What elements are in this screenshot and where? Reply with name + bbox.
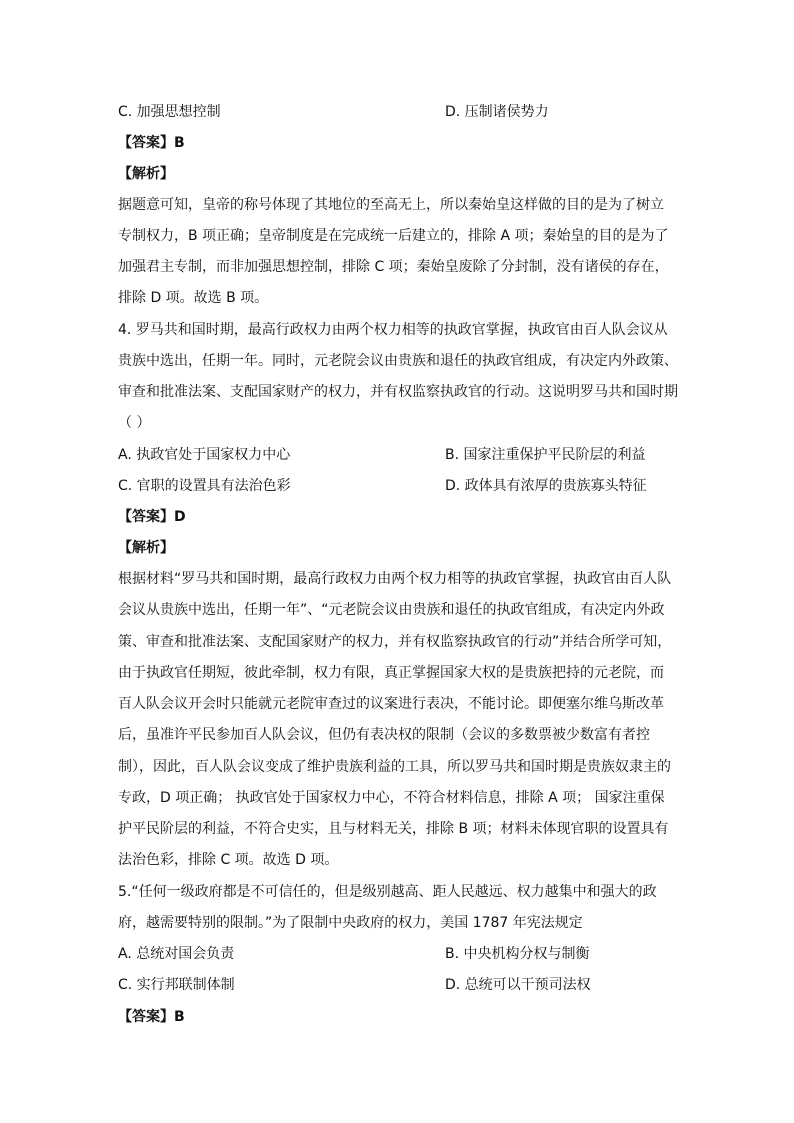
- q3-answer: 【答案】B: [118, 135, 185, 151]
- q4-analysis-line: 会议从贵族中选出，任期一年”、“元老院会议由贵族和退任的执政官组成，有决定内外政: [118, 602, 665, 618]
- q4-stem-line: 贵族中选出，任期一年。同时，元老院会议由贵族和退任的执政官组成，有决定内外政策、: [118, 353, 678, 369]
- q5-stem-line: 府，越需要特别的限制。”为了限制中央政府的权力，美国 1787 年宪法规定: [118, 915, 583, 931]
- q4-stem-line: 审查和批准法案、支配国家财产的权力，并有权监察执政官的行动。这说明罗马共和国时期: [118, 384, 678, 400]
- q4-option-b: B. 国家注重保护平民阶层的利益: [445, 447, 646, 463]
- q5-option-d: D. 总统可以干预司法权: [445, 977, 591, 993]
- q4-analysis-line: 护平民阶层的利益，不符合史实，且与材料无关，排除 B 项；材料未体现官职的设置具有: [118, 821, 669, 837]
- q4-answer: 【答案】D: [118, 509, 186, 525]
- q5-option-a: A. 总统对国会负责: [118, 946, 235, 962]
- q3-analysis-label: 【解析】: [118, 166, 174, 182]
- q3-option-d: D. 压制诸侯势力: [445, 104, 549, 120]
- q4-analysis-line: 百人队会议开会时只能就元老院审查过的议案进行表决，不能讨论。即便塞尔维乌斯改革: [118, 696, 664, 712]
- q4-analysis-line: 由于执政官任期短，彼此牵制，权力有限，真正掌握国家大权的是贵族把持的元老院，而: [118, 665, 664, 681]
- q4-option-c: C. 官职的设置具有法治色彩: [118, 478, 291, 494]
- q5-option-b: B. 中央机构分权与制衡: [445, 946, 590, 962]
- q4-stem-line: （ ）: [118, 415, 151, 431]
- q3-analysis-line: 据题意可知，皇帝的称号体现了其地位的至高无上，所以秦始皇这样做的目的是为了树立: [118, 197, 664, 213]
- q5-stem-line: 5.“任何一级政府都是不可信任的，但是级别越高、距人民越远、权力越集中和强大的政: [118, 884, 657, 900]
- q3-analysis-line: 专制权力，B 项正确；皇帝制度是在完成统一后建立的，排除 A 项；秦始皇的目的是为了: [118, 228, 669, 244]
- q4-analysis-line: 后，虽准许平民参加百人队会议，但仍有表决权的限制（会议的多数票被少数富有者控: [118, 727, 650, 743]
- q4-option-a: A. 执政官处于国家权力中心: [118, 447, 291, 463]
- q3-option-c: C. 加强思想控制: [118, 104, 221, 120]
- q3-analysis-line: 排除 D 项。故选 B 项。: [118, 290, 269, 306]
- q3-analysis-line: 加强君主专制，而非加强思想控制，排除 C 项；秦始皇废除了分封制，没有诸侯的存在，: [118, 259, 669, 275]
- q4-analysis-line: 专政，D 项正确； 执政官处于国家权力中心，不符合材料信息，排除 A 项； 国家注重保: [118, 790, 665, 806]
- q4-analysis-line: 制），因此，百人队会议变成了维护贵族利益的工具，所以罗马共和国时期是贵族奴隶主的: [118, 759, 671, 775]
- q5-option-c: C. 实行邦联制体制: [118, 977, 235, 993]
- q4-analysis-label: 【解析】: [118, 540, 174, 556]
- q4-analysis-line: 策、审查和批准法案、支配国家财产的权力，并有权监察执政官的行动”并结合所学可知，: [118, 634, 672, 650]
- q4-analysis-line: 法治色彩，排除 C 项。故选 D 项。: [118, 852, 339, 868]
- q5-answer: 【答案】B: [118, 1009, 185, 1025]
- q4-option-d: D. 政体具有浓厚的贵族寡头特征: [445, 478, 647, 494]
- q4-stem-line: 4. 罗马共和国时期，最高行政权力由两个权力相等的执政官掌握，执政官由百人队会议从: [118, 322, 668, 338]
- q4-analysis-line: 根据材料“罗马共和国时期，最高行政权力由两个权力相等的执政官掌握，执政官由百人队: [118, 571, 672, 587]
